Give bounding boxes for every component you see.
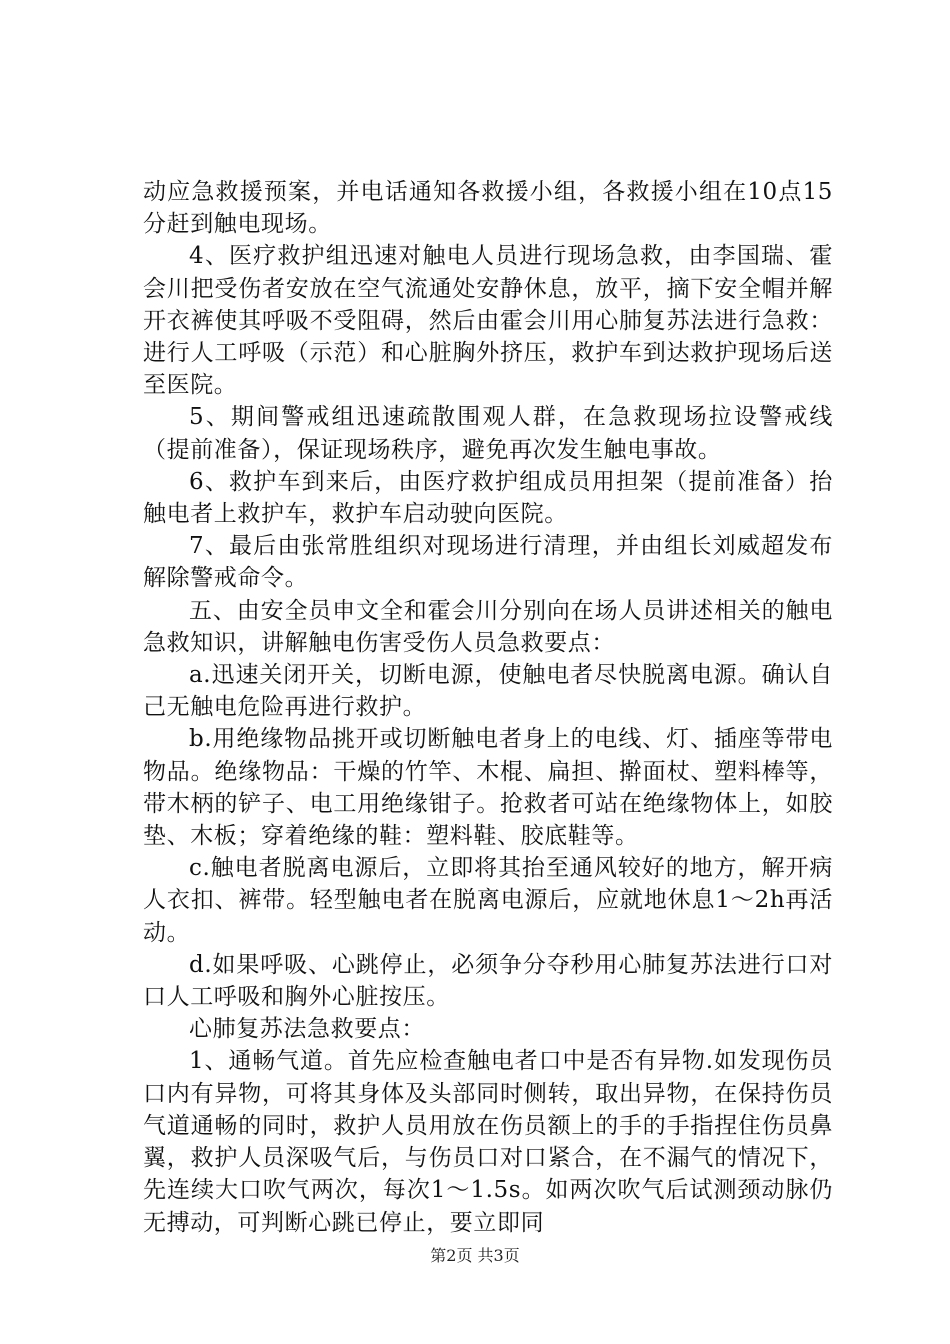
paragraph-2: 4、医疗救护组迅速对触电人员进行现场急救，由李国瑞、霍会川把受伤者安放在空气流通处安静休息，放平，摘下安全帽并解开衣裤使其呼吸不受阻碍，然后由霍会川用心肺复苏法进行急救：进行人工呼吸（示范）和心脏胸外挤压，救护车到达救护现场后送至医院。 bbox=[143, 243, 833, 399]
paragraph-1: 动应急救援预案，并电话通知各救援小组，各救援小组在10点15分赶到触电现场。 bbox=[143, 179, 833, 238]
document-body bbox=[143, 176, 833, 1239]
paragraph-4: 6、救护车到来后，由医疗救护组成员用担架（提前准备）抬触电者上救护车，救护车启动驶向医院。 bbox=[143, 468, 833, 528]
paragraph-10: d.如果呼吸、心跳停止，必须争分夺秒用心肺复苏法进行口对口人工呼吸和胸外心脏按压。 bbox=[143, 951, 833, 1011]
paragraph-5: 7、最后由张常胜组织对现场进行清理，并由组长刘威超发布解除警戒命令。 bbox=[143, 533, 833, 592]
paragraph-8: b.用绝缘物品挑开或切断触电者身上的电线、灯、插座等带电物品。绝缘物品：干燥的竹竿、木棍、扁担、擀面杖、塑料棒等，带木柄的铲子、电工用绝缘钳子。抢救者可站在绝缘物体上，如胶垫、木板；穿着绝缘的鞋：塑料鞋、胶底鞋等。 bbox=[143, 726, 833, 850]
paragraph-9: c.触电者脱离电源后，立即将其抬至通风较好的地方，解开病人衣扣、裤带。轻型触电者在脱离电源后，应就地休息1～2h再活动。 bbox=[143, 855, 833, 946]
page-footer: 第2页 共3页 bbox=[430, 1246, 520, 1265]
paragraph-6: 五、由安全员申文全和霍会川分别向在场人员讲述相关的触电急救知识，讲解触电伤害受伤人员急救要点： bbox=[143, 597, 833, 656]
paragraph-3: 5、期间警戒组迅速疏散围观人群，在急救现场拉设警戒线（提前准备），保证现场秩序，避免再次发生触电事故。 bbox=[143, 404, 833, 463]
paragraph-12: 1、通畅气道。首先应检查触电者口中是否有异物.如发现伤员口内有异物，可将其身体及头部同时侧转，取出异物，在保持伤员气道通畅的同时，救护人员用放在伤员额上的手的手指捏住伤员鼻翼，救护人员深吸气后，与伤员口对口紧合，在不漏气的情况下，先连续大口吹气两次，每次1～1.5s。如两次吹气后试测颈动脉仍无搏动，可判断心跳已停止，要立即同 bbox=[143, 1048, 833, 1236]
paragraph-7: a.迅速关闭开关，切断电源，使触电者尽快脱离电源。确认自己无触电危险再进行救护。 bbox=[143, 662, 833, 721]
paragraph-11: 心肺复苏法急救要点： bbox=[189, 1016, 425, 1043]
